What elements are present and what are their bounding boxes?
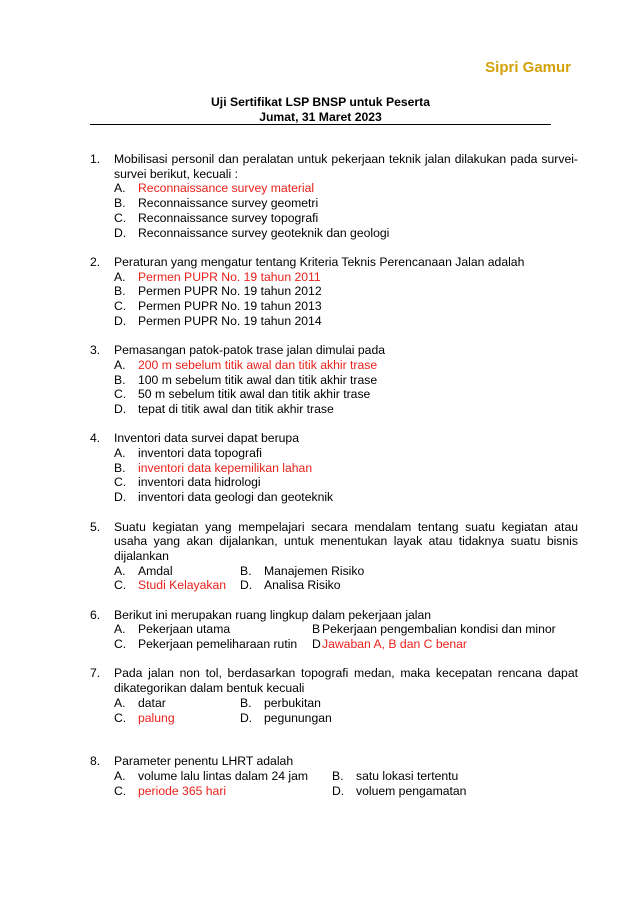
option-letter: C. [114, 637, 127, 652]
option-letter: C. [114, 210, 127, 225]
answer-option [114, 358, 578, 373]
option-letter: B. [114, 284, 126, 299]
option-letter: B. [114, 460, 126, 475]
answer-option [114, 387, 578, 402]
option-text: pegunungan [264, 710, 332, 725]
option-letter: C. [114, 783, 127, 798]
option-row [114, 711, 578, 726]
option-text: volume lalu lintas dalam 24 jam [138, 768, 309, 783]
answer-option [114, 696, 166, 711]
answer-option [114, 490, 578, 505]
document-date: Jumat, 31 Maret 2023 [259, 110, 382, 124]
option-letter: A. [114, 181, 126, 196]
question-number: 3. [90, 343, 101, 358]
option-text: tepat di titik awal dan titik akhir trase [138, 401, 334, 416]
question-item [90, 255, 578, 329]
option-letter: C. [114, 710, 127, 725]
option-text: satu lokasi tertentu [356, 768, 459, 783]
question-item [90, 754, 578, 798]
answer-option [114, 769, 308, 784]
option-letter: B. [240, 563, 252, 578]
answer-option [114, 784, 226, 799]
correct-answer-text: Permen PUPR No. 19 tahun 2011 [138, 269, 321, 284]
question-number: 6. [90, 607, 101, 622]
option-text: Analisa Risiko [264, 578, 341, 593]
question-item [90, 152, 578, 240]
question-text: Berikut ini merupakan ruang lingkup dalam pekerjaan jalan [114, 607, 432, 622]
correct-answer-text: inventori data kepemilikan lahan [138, 460, 313, 475]
question-number: 2. [90, 254, 101, 269]
option-letter: C. [114, 578, 127, 593]
option-text: Pekerjaan pengembalian kondisi dan minor [322, 622, 556, 637]
option-row [114, 564, 578, 579]
option-text: Manajemen Risiko [264, 563, 365, 578]
option-letter: D. [114, 401, 127, 416]
question-item [90, 343, 578, 417]
option-text: Pekerjaan pemeliharaan rutin [138, 637, 298, 652]
option-text: Permen PUPR No. 19 tahun 2013 [138, 299, 322, 314]
option-letter: C. [114, 475, 127, 490]
answer-option [114, 226, 578, 241]
option-letter: A. [114, 768, 126, 783]
option-letter: D. [332, 783, 345, 798]
option-letter: B. [114, 196, 126, 211]
option-text: perbukitan [264, 695, 321, 710]
option-row [114, 578, 578, 593]
answer-option [312, 637, 467, 652]
answer-option [114, 446, 578, 461]
answer-option [114, 181, 578, 196]
option-text: Reconnaissance survey geoteknik dan geologi [138, 225, 390, 240]
option-row [114, 637, 578, 652]
option-letter: A. [114, 357, 126, 372]
option-letter: D. [114, 313, 127, 328]
question-number: 1. [90, 152, 101, 166]
option-text: Pekerjaan utama [138, 622, 231, 637]
answer-option [114, 711, 175, 726]
answer-option [240, 578, 341, 593]
option-letter: D. [114, 490, 127, 505]
answer-option [114, 622, 230, 637]
option-text: Reconnaissance survey geometri [138, 196, 319, 211]
header-divider [90, 124, 551, 125]
question-number: 7. [90, 666, 101, 681]
option-text: Permen PUPR No. 19 tahun 2012 [138, 284, 322, 299]
option-letter: B. [240, 695, 252, 710]
answer-option [114, 461, 578, 476]
answer-option [114, 637, 297, 652]
option-text: Permen PUPR No. 19 tahun 2014 [138, 313, 322, 328]
option-letter: C. [114, 299, 127, 314]
question-list [90, 152, 578, 813]
option-text: 50 m sebelum titik awal dan titik akhir trase [138, 387, 371, 402]
answer-option [312, 622, 556, 637]
question-text: Mobilisasi personil dan peralatan untuk pekerjaan teknik jalan dilakukan pada survei-survei berikut, kecuali : [114, 152, 578, 181]
answer-option [114, 578, 226, 593]
answer-option [114, 564, 173, 579]
answer-option [114, 314, 578, 329]
answer-option [240, 711, 332, 726]
option-text: inventori data geologi dan geoteknik [138, 490, 334, 505]
document-title: Uji Sertifikat LSP BNSP untuk Peserta [211, 95, 430, 109]
option-row [114, 784, 578, 799]
option-letter: B. [114, 372, 126, 387]
answer-option [114, 196, 578, 211]
question-item [90, 666, 578, 725]
option-letter: B. [332, 768, 344, 783]
question-text: Suatu kegiatan yang mempelajari secara mendalam tentang suatu kegiatan atau usaha yang akan dijalankan, untuk menentukan layak atau tidaknya suatu bisnis dijalankan [114, 519, 578, 563]
answer-option [114, 402, 578, 417]
correct-answer-text: palung [138, 710, 175, 725]
option-letter: A. [114, 563, 126, 578]
option-letter: B [312, 622, 321, 637]
correct-answer-text: Reconnaissance survey material [138, 181, 315, 196]
question-number: 4. [90, 431, 101, 446]
author-name: Sipri Gamur [485, 59, 571, 76]
correct-answer-text: Jawaban A, B dan C benar [322, 637, 467, 652]
option-text: inventori data hidrologi [138, 475, 261, 490]
correct-answer-text: periode 365 hari [138, 783, 227, 798]
question-text: Parameter penentu LHRT adalah [114, 754, 294, 769]
answer-option [114, 299, 578, 314]
option-row [114, 622, 578, 637]
option-letter: A. [114, 446, 126, 461]
question-number: 5. [90, 519, 101, 534]
question-item [90, 608, 578, 652]
question-item [90, 520, 578, 593]
answer-option [240, 696, 321, 711]
question-text: Pemasangan patok-patok trase jalan dimulai pada [114, 343, 386, 358]
question-text: Inventori data survei dapat berupa [114, 431, 299, 446]
question-number: 8. [90, 754, 101, 769]
option-letter: A. [114, 695, 126, 710]
answer-option [332, 769, 458, 784]
option-text: inventori data topografi [138, 446, 262, 461]
option-letter: D [312, 637, 321, 652]
answer-option [114, 284, 578, 299]
option-letter: A. [114, 622, 126, 637]
answer-option [114, 475, 578, 490]
answer-option [332, 784, 466, 799]
option-text: datar [138, 695, 166, 710]
option-letter: A. [114, 269, 126, 284]
answer-option [114, 211, 578, 226]
option-text: Reconnaissance survey topografi [138, 210, 319, 225]
question-item [90, 431, 578, 505]
answer-option [114, 270, 578, 285]
correct-answer-text: 200 m sebelum titik awal dan titik akhir trase [138, 357, 378, 372]
answer-option [240, 564, 364, 579]
question-text: Peraturan yang mengatur tentang Kriteria Teknis Perencanaan Jalan adalah [114, 254, 525, 269]
option-letter: D. [114, 225, 127, 240]
question-text: Pada jalan non tol, berdasarkan topografi medan, maka kecepatan rencana dapat dikategorikan dalam bentuk kecuali [114, 666, 578, 696]
option-text: voluem pengamatan [356, 783, 467, 798]
correct-answer-text: Studi Kelayakan [138, 578, 227, 593]
option-text: Amdal [138, 563, 173, 578]
option-row [114, 769, 578, 784]
answer-option [114, 373, 578, 388]
option-row [114, 696, 578, 711]
option-letter: D. [240, 578, 253, 593]
option-letter: C. [114, 387, 127, 402]
option-text: 100 m sebelum titik awal dan titik akhir trase [138, 372, 378, 387]
option-letter: D. [240, 710, 253, 725]
